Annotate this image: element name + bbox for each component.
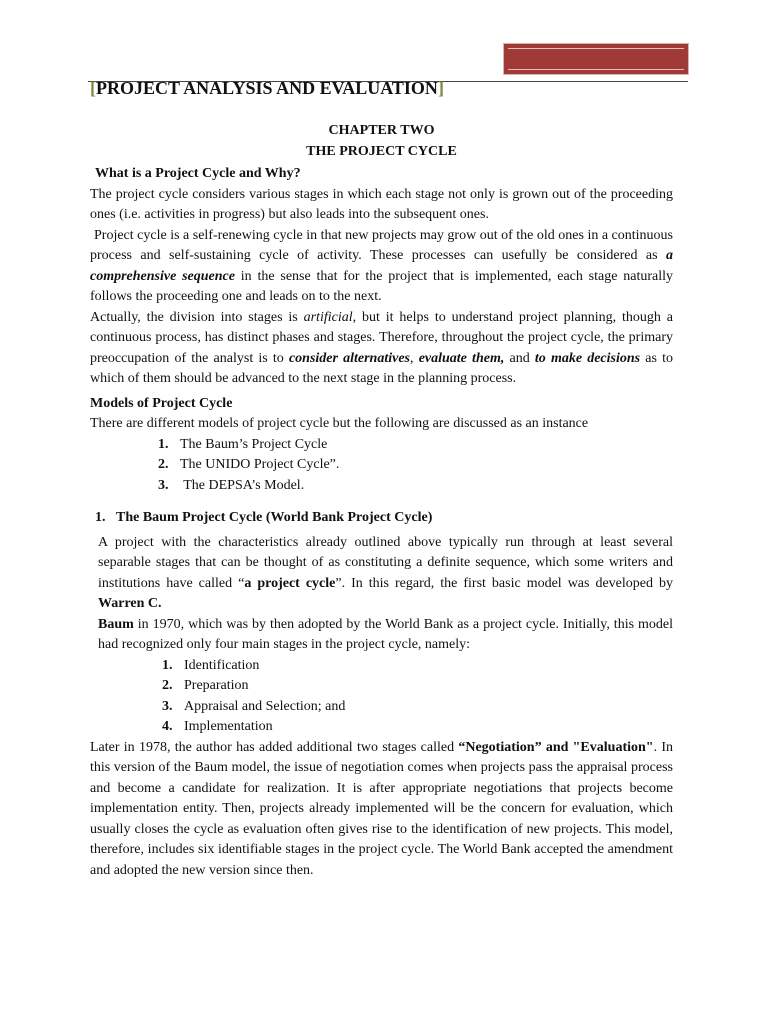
list-item [158, 476, 673, 497]
list-item [158, 435, 673, 456]
emphasis-baum: Baum [98, 616, 134, 632]
text-run: Actually, the division into stages is [90, 309, 304, 325]
list-item [162, 656, 673, 677]
list-item-label: Implementation [184, 719, 273, 734]
list-number: 3. [162, 698, 173, 714]
list-item-label: The UNIDO Project Cycle”. [180, 457, 340, 472]
text-run: , but it helps to understand project planning, though a continuous process, has distinct phases and stages. Therefore, throughout the project cycle, the primary preoccupation of the analyst is to [90, 309, 673, 366]
list-item-label: Appraisal and Selection; and [184, 698, 346, 714]
paragraph-definition: The project cycle considers various stages in which each stage not only is grown out of the proceeding ones (i.e. activities in progress) but also leads into the subsequent ones. [90, 186, 673, 222]
list-number: 2. [158, 457, 169, 472]
text-run: . In this version of the Baum model, the issue of negotiation comes when projects pass the appraisal process and become a candidate for realization. It is after appropriate negotiations that projects become implementation entity. Then, projects already implemented will be the concern for evaluation, which usually closes the cycle as evaluation often gives rise to the identification of new projects. This model, therefore, includes six identifiable stages in the project cycle. The World Bank accepted the amendment and adopted the new version since then. [90, 739, 673, 878]
section-heading-what-is: What is a Project Cycle and Why? [95, 166, 301, 181]
list-item-label: The Baum’s Project Cycle [180, 436, 328, 452]
baum-block [90, 533, 673, 738]
emphasis-comprehensive-sequence: a comprehensive sequence [90, 248, 673, 284]
chapter-number: CHAPTER TWO [328, 123, 435, 138]
list-item-label: Identification [184, 657, 260, 673]
header-accent-bar [504, 44, 688, 74]
paragraph-self-renewing [90, 226, 673, 308]
text-run: as to which of them should be advanced to the next stage in the planning process. [90, 350, 673, 386]
section-heading-baum [90, 508, 673, 529]
section-heading-models: Models of Project Cycle [90, 395, 233, 411]
paragraph-baum-intro [98, 533, 673, 615]
paragraph-models-intro: There are different models of project cycle but the following are discussed as an instance [90, 416, 589, 431]
text-run: Project cycle is a self-renewing cycle in that new projects may grow out of the old ones in a continuous process and self-sustaining cycle of activity. These processes can usefully be considered as [90, 227, 673, 263]
paragraph-baum-1970 [98, 615, 673, 656]
text-run: in 1970, which was by then adopted by the World Bank as a project cycle. Initially, this model had recognized only four main stages in the project cycle, namely: [98, 616, 673, 652]
text-run: Later in 1978, the author has added additional two stages called [90, 739, 459, 755]
title-bracket-open: [ [90, 78, 96, 98]
stages-list [98, 656, 673, 738]
list-number: 3. [158, 477, 169, 493]
title-bracket-close: ] [437, 78, 444, 98]
text-run: and [504, 350, 535, 366]
heading-number: 1. [95, 510, 106, 525]
heading-text: The Baum Project Cycle (World Bank Project Cycle) [116, 510, 433, 525]
text-run: in the sense that for the project that is implemented, each stage naturally follows the proceeding one and leads on to the next. [90, 268, 673, 304]
text-run: A project with the characteristics already outlined above typically run through at least several separable stages that can be thought of as constituting a definite sequence, which some writers and institutions have called “ [98, 534, 673, 591]
list-item [162, 676, 673, 697]
emphasis-negotiation-evaluation: “Negotiation” and "Evaluation" [458, 739, 654, 755]
emphasis-artificial: artificial [303, 309, 353, 325]
list-item [162, 697, 673, 718]
list-item-label: Preparation [184, 678, 249, 693]
paragraph-later-1978 [90, 738, 673, 882]
emphasis-warren-c: Warren C. [98, 596, 162, 611]
list-number: 2. [162, 678, 173, 693]
text-run: ”. In this regard, the first basic model was developed by [335, 575, 674, 591]
list-number: 1. [158, 436, 169, 452]
document-body [90, 118, 673, 881]
models-list [90, 435, 673, 497]
title-text: PROJECT ANALYSIS AND EVALUATION [96, 78, 438, 98]
emphasis-a-project-cycle: a project cycle [244, 575, 336, 591]
list-item-label: The DEPSA’s Model. [180, 477, 305, 493]
list-number: 4. [162, 719, 173, 734]
list-item [162, 717, 673, 738]
emphasis-evaluate-them: evaluate them, [418, 350, 505, 366]
chapter-title: THE PROJECT CYCLE [306, 144, 457, 159]
emphasis-make-decisions: to make decisions [534, 350, 641, 366]
text-run: , [410, 350, 419, 366]
emphasis-consider-alternatives: consider alternatives [288, 350, 411, 366]
paragraph-division-stages [90, 308, 673, 390]
list-item [158, 455, 673, 476]
document-title [90, 78, 444, 99]
list-number: 1. [162, 657, 173, 673]
